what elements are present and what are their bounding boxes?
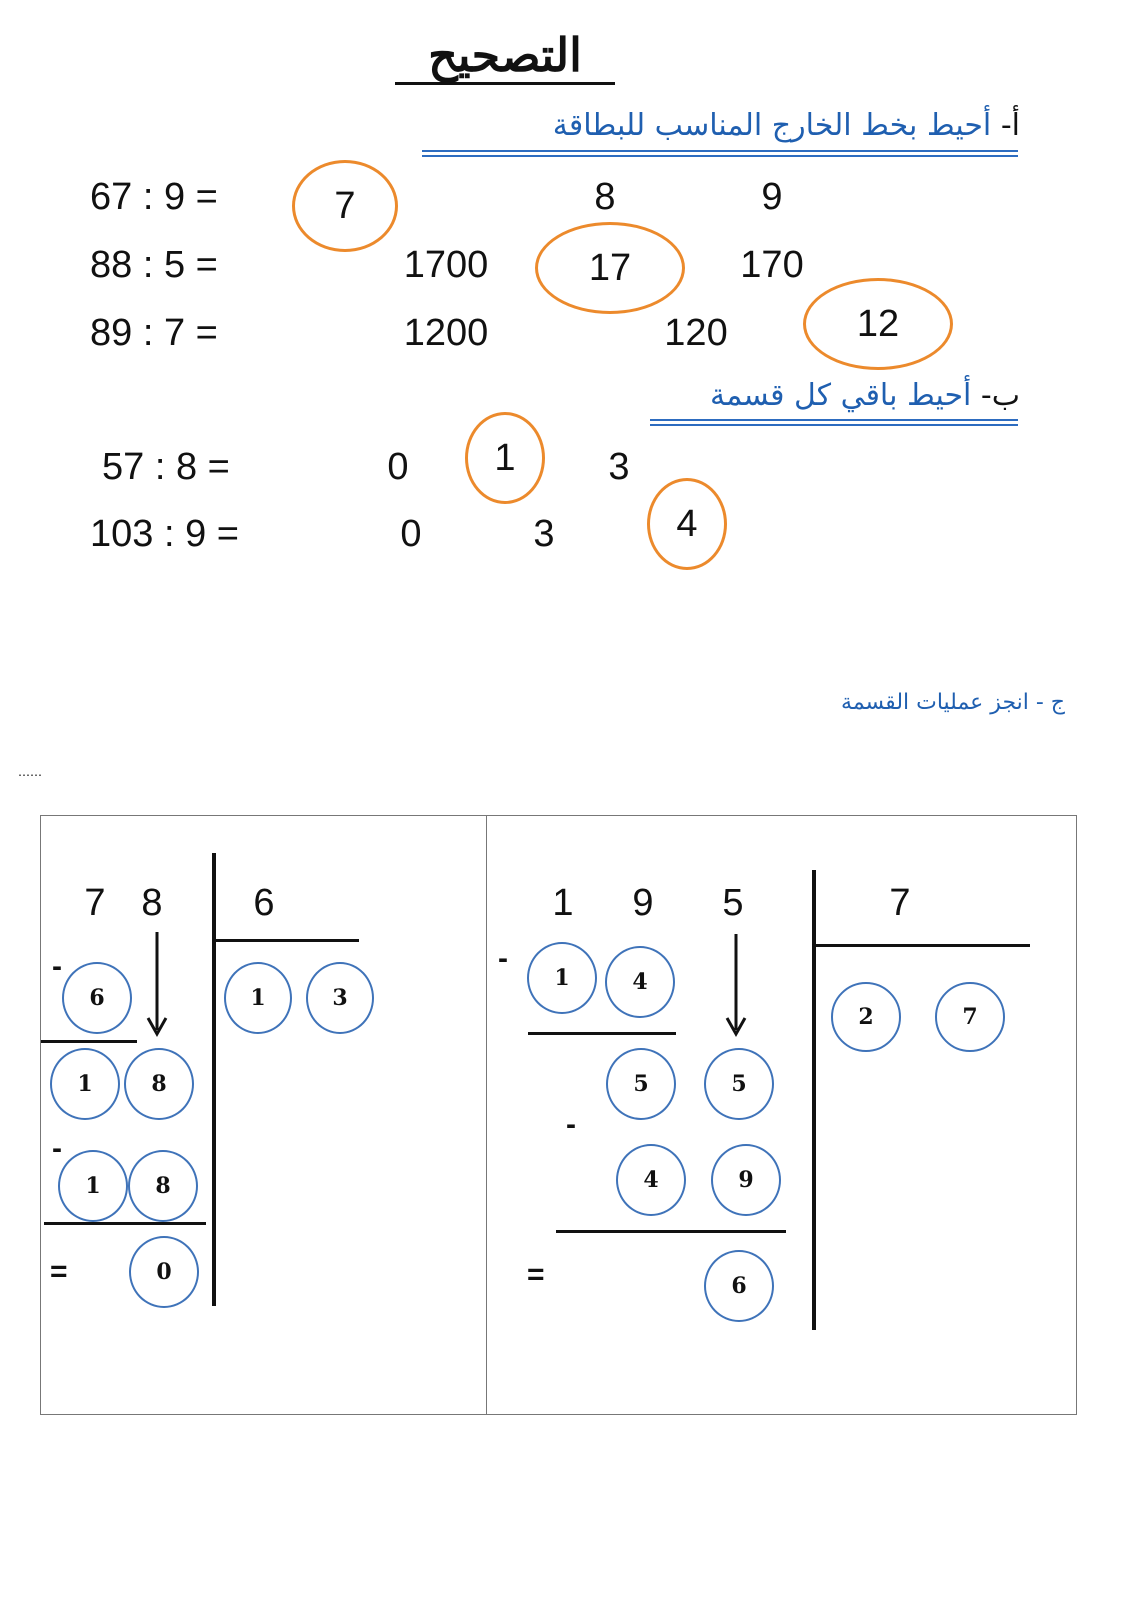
right-result-equals: =: [527, 1258, 545, 1291]
left-bring-down-arrow: [146, 932, 168, 1038]
frame-divider: [486, 815, 487, 1415]
section-b-text: أحيط باقي كل قسمة: [709, 378, 972, 413]
left-step2-digit-2: 8: [124, 1048, 194, 1120]
right-step1-digit-2: 4: [605, 946, 675, 1018]
row-a2-circled-option: 17: [535, 222, 685, 314]
row-a3-option-1: 1200: [403, 312, 489, 354]
section-b-underline: [650, 419, 1018, 426]
left-step2-digit-1: 1: [50, 1048, 120, 1120]
right-step3-line: [556, 1230, 786, 1233]
row-a2-option-1: 1700: [403, 244, 489, 286]
left-dividend-digit-1: 7: [84, 882, 106, 924]
left-step3-digit-2: 8: [128, 1150, 198, 1222]
left-step1-line: [41, 1040, 137, 1043]
row-b2-option-2: 3: [533, 513, 555, 555]
left-quotient-digit-2: 3: [306, 962, 374, 1034]
section-c-instruction: ج - انجز عمليات القسمة: [841, 690, 1065, 715]
left-result-equals: =: [50, 1255, 68, 1288]
row-b2-expression: 103 : 9 =: [90, 513, 239, 555]
section-b-marker: ب-: [980, 378, 1020, 413]
right-step2-digit-2: 5: [704, 1048, 774, 1120]
left-step3-line: [44, 1222, 206, 1225]
dotted-leader: ……: [18, 765, 42, 779]
row-a1-circled-option: 7: [292, 160, 398, 252]
right-step1-line: [528, 1032, 676, 1035]
left-step3-digit-1: 1: [58, 1150, 128, 1222]
right-step3-minus: -: [566, 1108, 576, 1141]
section-a-marker: أ-: [1000, 108, 1020, 143]
right-dividend-digit-1: 1: [552, 882, 574, 924]
left-step1-minus: -: [52, 950, 62, 983]
row-a1-option-2: 8: [594, 176, 616, 218]
section-a-heading: [430, 108, 1020, 143]
left-division-bar: [212, 853, 216, 1306]
right-step1-digit-1: 1: [527, 942, 597, 1014]
row-b1-circled-option: 1: [465, 412, 545, 504]
right-step3-digit-2: 9: [711, 1144, 781, 1216]
right-dividend-digit-3: 5: [722, 882, 744, 924]
row-a3-circled-option: 12: [803, 278, 953, 370]
right-step3-digit-1: 4: [616, 1144, 686, 1216]
right-step2-digit-1: 5: [606, 1048, 676, 1120]
left-divisor: 6: [253, 882, 275, 924]
left-step1-digit-1: 6: [62, 962, 132, 1034]
row-b2-circled-option: 4: [647, 478, 727, 570]
row-b1-expression: 57 : 8 =: [102, 446, 230, 488]
right-step1-minus: -: [498, 942, 508, 975]
row-b1-option-3: 3: [608, 446, 630, 488]
row-a1-expression: 67 : 9 =: [90, 176, 218, 218]
row-b1-option-1: 0: [387, 446, 409, 488]
section-b-heading: [650, 378, 1020, 413]
right-divisor: 7: [889, 882, 911, 924]
row-a3-expression: 89 : 7 =: [90, 312, 218, 354]
right-divisor-underline: [814, 944, 1030, 947]
right-dividend-digit-2: 9: [632, 882, 654, 924]
left-remainder: 0: [129, 1236, 199, 1308]
left-step3-minus: -: [52, 1132, 62, 1165]
section-a-text: أحيط بخط الخارج المناسب للبطاقة: [552, 108, 992, 143]
right-quotient-digit-2: 7: [935, 982, 1005, 1052]
section-a-underline: [422, 150, 1018, 157]
right-division-bar: [812, 870, 816, 1330]
page-title: التصحيح: [395, 30, 615, 85]
right-quotient-digit-1: 2: [831, 982, 901, 1052]
row-a2-option-3: 170: [740, 244, 804, 286]
left-quotient-digit-1: 1: [224, 962, 292, 1034]
row-a1-option-3: 9: [761, 176, 783, 218]
right-remainder: 6: [704, 1250, 774, 1322]
row-b2-option-1: 0: [400, 513, 422, 555]
row-a2-expression: 88 : 5 =: [90, 244, 218, 286]
right-bring-down-arrow: [725, 934, 747, 1038]
left-divisor-underline: [214, 939, 359, 942]
row-a3-option-2: 120: [664, 312, 728, 354]
left-dividend-digit-2: 8: [141, 882, 163, 924]
